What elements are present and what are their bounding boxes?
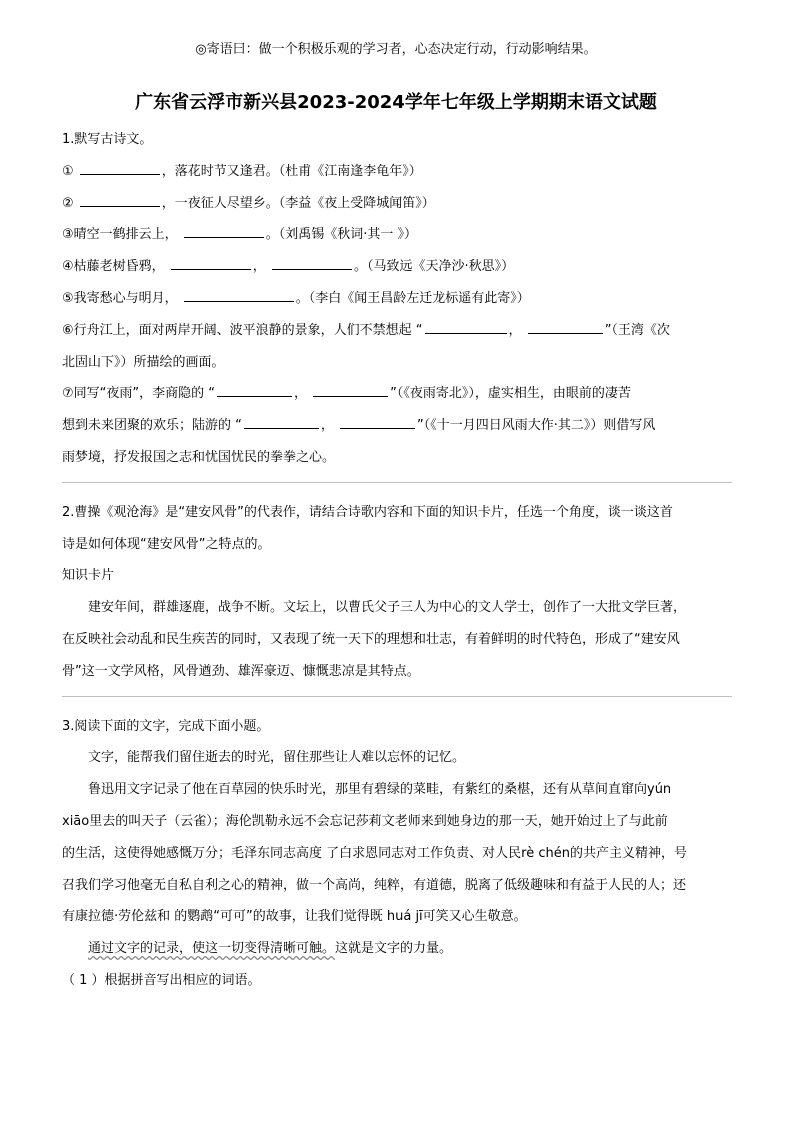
answer-blank[interactable] [340,414,415,429]
answer-blank[interactable] [80,192,160,207]
passage-line: 鲁迅用文字记录了他在百草园的快乐时光，那里有碧绿的菜畦，有紫红的桑椹，还有从草间直窜向yún [88,782,672,798]
q1-item-6 [62,315,732,347]
question-1-heading: 1.默写古诗文。 [62,132,153,147]
q1-item-4-comma: ， [252,259,266,275]
q1-item-7-source-2: ”（《十一月四日风雨大作·其二》）则借写风 [417,418,656,434]
question-2 [62,497,732,688]
knowledge-card-text: 建安年间，群雄逐鹿，战争不断。文坛上，以曹氏父子三人为中心的文人学士，创作了一大批文学巨著， [88,600,687,616]
answer-blank[interactable] [184,223,264,238]
answer-blank[interactable] [244,414,319,429]
answer-blank[interactable] [272,255,352,270]
answer-blank[interactable] [313,382,388,397]
passage-line: 的生活，这使得她感慨万分；毛泽东同志高度 了白求恩同志对工作负责、对人民rè chén的共产主义精神，号 [62,845,687,861]
q1-item-4 [62,251,732,283]
q1-item-7 [62,378,732,410]
knowledge-card-text-2: 在反映社会动乱和民生疾苦的同时，又表现了统一天下的理想和壮志，有着鲜明的时代特色，形成了“建安风 [62,631,680,647]
passage-sentence: 这就是文字的力量。 [335,941,453,957]
answer-blank[interactable] [425,319,507,334]
q1-item-7-text-2: 想到未来团聚的欢乐；陆游的 “ [62,418,242,434]
knowledge-card-label: 知识卡片 [62,568,115,584]
page-title: 广东省云浮市新兴县2023-2024学年七年级上学期期末语文试题 [135,92,657,113]
q1-item-4-text: ④枯藤老树昏鸦， [62,259,165,275]
q1-item-6-source: ”（王湾《次 [604,322,670,338]
q1-item-3-source: 。（刘禹锡《秋词·其一 》） [265,227,418,243]
knowledge-card-text-3: 骨”这一文学风格，风骨遒劲、雄浑豪迈、慷慨悲凉是其特点。 [62,663,420,679]
motto-line: ◎寄语曰：做一个积极乐观的学习者，心态决定行动，行动影响结果。 [195,42,597,57]
q1-item-5 [62,283,732,315]
passage-line: 有康拉德·劳伦兹和 的鹦鹉“可可”的故事，让我们觉得既 huá jī可笑又心生敬意。 [62,909,527,925]
q1-item-5-source: 。（李白《闻王昌龄左迁龙标遥有此寄》） [295,290,530,306]
q1-item-1 [62,156,732,188]
q1-item-7-cont [62,410,732,442]
q1-item-6-text: ⑥行舟江上，面对两岸开阔、波平浪静的景象，人们不禁想起 “ [62,322,423,338]
question-2-prompt: 2.曹操《观沧海》是“建安风骨”的代表作，请结合诗歌内容和下面的知识卡片，任选一个角度，谈一谈这首 [62,504,673,520]
q1-item-7-comma: ， [294,386,308,402]
q1-item-6-comma: ， [508,322,522,338]
q1-item-7-cont-2: 雨梦境，抒发报国之志和忧国忧民的拳拳之心。 [62,449,336,465]
q1-item-6-cont: 北固山下》）所描绘的画面。 [62,354,225,370]
wavy-underlined-sentence: 通过文字的记录，使这一切变得清晰可触。 [88,941,336,957]
q1-item-4-source: 。（马致远《天净沙·秋思》） [353,259,515,275]
passage-line [62,933,732,965]
document-body [62,124,732,997]
q1-item-7-source: ”（《夜雨寄北》），虚实相生，由眼前的凄苦 [390,386,631,402]
passage-line: 文字，能帮我们留住逝去的时光，留住那些让人难以忘怀的记忆。 [88,750,466,766]
answer-blank[interactable] [80,160,160,175]
q1-item-2-text: ，一夜征人尽望乡。（李益《夜上受降城闻笛》） [161,195,435,211]
q1-item-2-number: ② [62,195,74,211]
question-3 [62,711,732,997]
question-3-heading: 3.阅读下面的文字，完成下面小题。 [62,718,270,734]
passage-line: xiāo里去的叫天子（云雀）；海伦凯勒永远不会忘记莎莉文老师来到她身边的那一天，她开始过上了与此前 [62,813,668,829]
section-divider [62,696,732,697]
q1-item-1-text: ，落花时节又逢君。（杜甫《江南逢李龟年》） [161,163,422,179]
section-divider [62,482,732,483]
q1-item-5-text: ⑤我寄愁心与明月， [62,290,178,306]
q1-item-1-number: ① [62,163,74,179]
q1-item-3 [62,219,732,251]
passage-line: 召我们学习他毫无自私自利之心的精神，做一个高尚，纯粹，有道德，脱离了低级趣味和有益于人民的人；还 [62,877,687,893]
answer-blank[interactable] [184,287,294,302]
answer-blank[interactable] [171,255,251,270]
q1-item-3-text: ③晴空一鹤排云上， [62,227,178,243]
q1-item-7-comma-2: ， [320,418,334,434]
answer-blank[interactable] [217,382,292,397]
answer-blank[interactable] [528,319,603,334]
q1-item-7-text: ⑦同写“夜雨”，李商隐的 “ [62,386,215,402]
question-1 [62,124,732,474]
q1-item-2 [62,188,732,220]
sub-question-1: （ 1 ）根据拼音写出相应的词语。 [62,972,261,988]
question-2-prompt-cont: 诗是如何体现“建安风骨”之特点的。 [62,536,271,552]
